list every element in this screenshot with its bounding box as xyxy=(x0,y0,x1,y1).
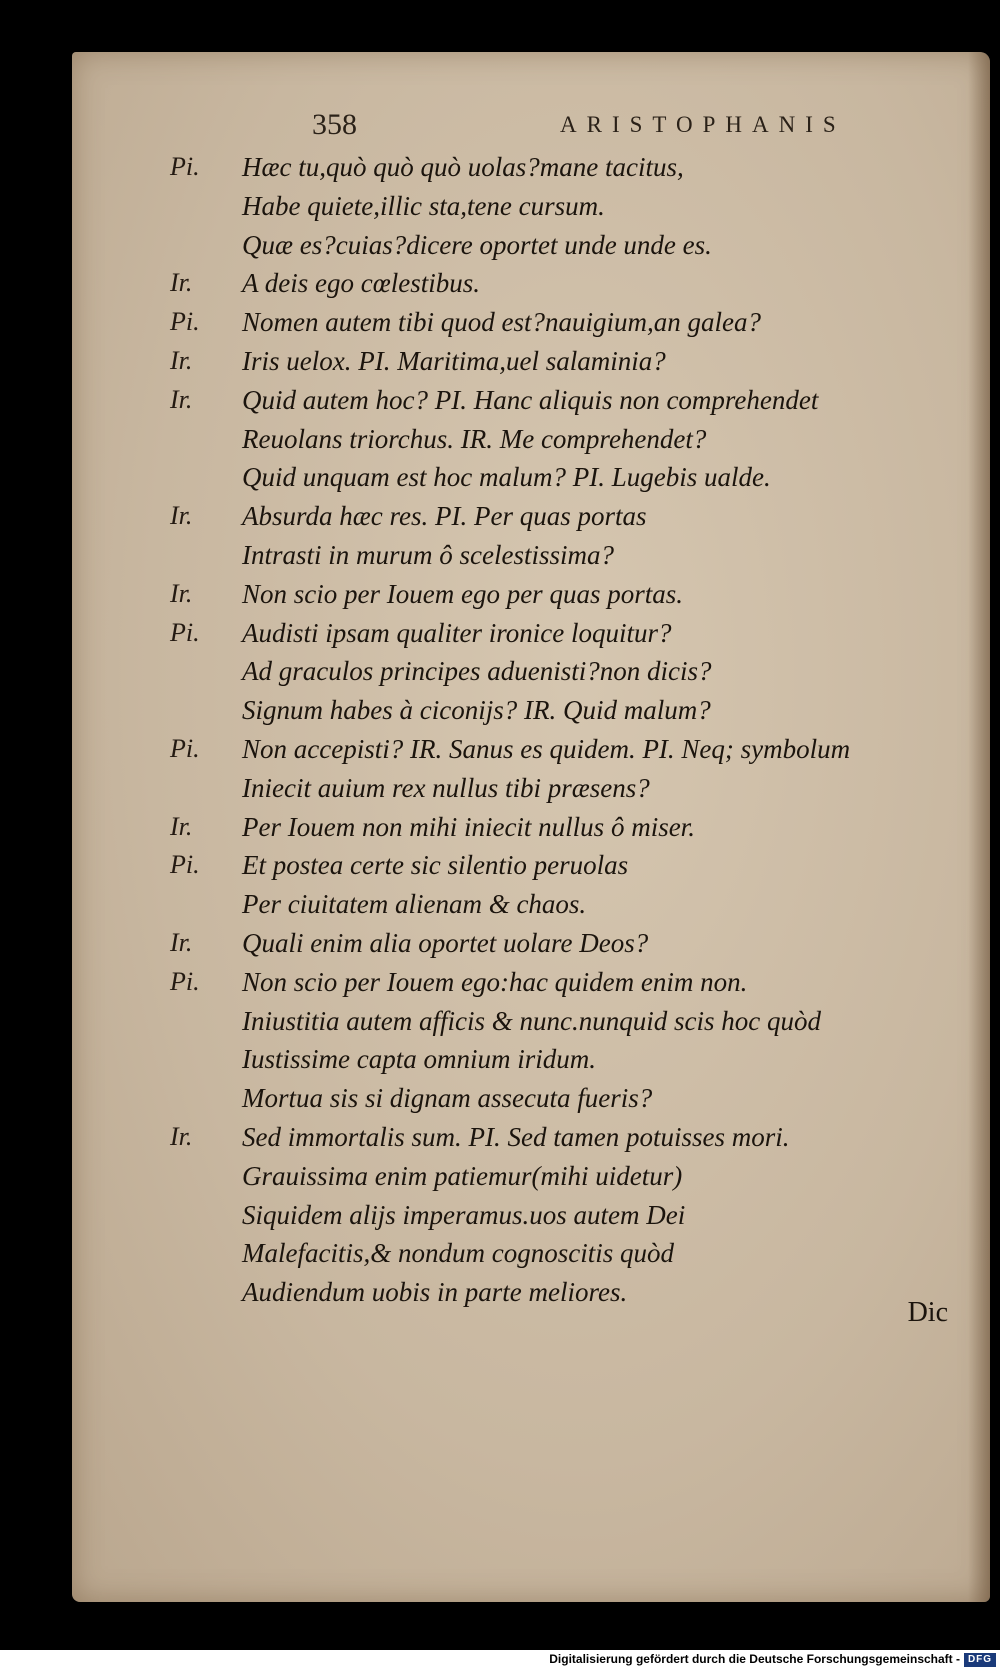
verse-line xyxy=(170,226,970,265)
verse-line xyxy=(170,342,970,381)
speaker-label: Ir. xyxy=(170,1121,193,1151)
verse-line xyxy=(170,148,970,187)
speaker-label: Pi. xyxy=(170,850,200,880)
verse-line xyxy=(170,1079,970,1118)
speaker-label: Ir. xyxy=(170,501,193,531)
verse-line xyxy=(170,1040,970,1079)
verse-text: Et postea certe sic silentio peruolas xyxy=(242,850,629,881)
verse-text: Iniustitia autem afficis & nunc.nunquid scis hoc quòd xyxy=(242,1005,821,1036)
verse-text: Mortua sis si dignam assecuta fueris? xyxy=(242,1083,653,1114)
verse-text: Malefacitis,& nondum cognoscitis quòd xyxy=(242,1238,674,1269)
catchword: Dic xyxy=(907,1297,948,1328)
verse-text: Iris uelox. PI. Maritima,uel salaminia? xyxy=(242,345,666,376)
verse-text: Reuolans triorchus. IR. Me comprehendet? xyxy=(242,423,707,454)
speaker-label: Ir. xyxy=(170,811,193,841)
text-block xyxy=(170,148,970,1312)
speaker-label: Ir. xyxy=(170,384,193,414)
verse-line xyxy=(170,1157,970,1196)
verse-line xyxy=(170,652,970,691)
footer-bar xyxy=(0,1650,1000,1671)
verse-text: Iniecit auium rex nullus tibi præsens? xyxy=(242,772,650,803)
verse-line xyxy=(170,691,970,730)
speaker-label: Pi. xyxy=(170,617,200,647)
verse-line xyxy=(170,536,970,575)
verse-text: Hæc tu,quò quò quò uolas?mane tacitus, xyxy=(242,152,684,182)
dfg-logo: DFG xyxy=(964,1653,996,1667)
verse-line xyxy=(170,575,970,614)
verse-text: Quid autem hoc? PI. Hanc aliquis non comprehendet xyxy=(242,384,819,415)
verse-text: Siquidem alijs imperamus.uos autem Dei xyxy=(242,1199,686,1230)
verse-text: Signum habes à ciconijs? IR. Quid malum? xyxy=(242,695,711,726)
page-number: 358 xyxy=(312,108,357,141)
verse-text: Audiendum uobis in parte meliores. xyxy=(242,1277,628,1308)
speaker-label: Pi. xyxy=(170,966,200,996)
verse-line xyxy=(170,1234,970,1273)
verse-line xyxy=(170,303,970,342)
verse-text: A deis ego cœlestibus. xyxy=(242,268,480,299)
verse-line xyxy=(170,963,970,1002)
verse-line xyxy=(170,924,970,963)
verse-text: Grauissima enim patiemur(mihi uidetur) xyxy=(242,1160,683,1191)
verse-line xyxy=(170,458,970,497)
verse-text: Nomen autem tibi quod est?nauigium,an galea? xyxy=(242,307,761,338)
verse-text: Iustissime capta omnium iridum. xyxy=(242,1044,596,1075)
verse-line xyxy=(170,885,970,924)
book-page xyxy=(72,52,990,1602)
speaker-label: Ir. xyxy=(170,345,193,375)
verse-line xyxy=(170,614,970,653)
speaker-label: Ir. xyxy=(170,268,193,298)
verse-line xyxy=(170,264,970,303)
verse-line xyxy=(170,1118,970,1157)
verse-line xyxy=(170,730,970,769)
verse-text: Habe quiete,illic sta,tene cursum. xyxy=(242,190,605,221)
verse-text: Non scio per Iouem ego:hac quidem enim non. xyxy=(242,966,748,997)
verse-text: Quali enim alia oportet uolare Deos? xyxy=(242,927,649,958)
verse-line xyxy=(170,769,970,808)
speaker-label: Ir. xyxy=(170,578,193,608)
verse-text: Intrasti in murum ô scelestissima? xyxy=(242,539,615,570)
speaker-label: Pi. xyxy=(170,733,200,763)
verse-text: Quid unquam est hoc malum? PI. Lugebis ualde. xyxy=(242,462,771,493)
speaker-label: Ir. xyxy=(170,927,193,957)
verse-text: Ad graculos principes aduenisti?non dicis? xyxy=(242,656,712,687)
speaker-label: Pi. xyxy=(170,152,200,181)
verse-line xyxy=(170,381,970,420)
verse-line xyxy=(170,420,970,459)
running-title: ARISTOPHANIS xyxy=(560,112,846,137)
verse-text: Per ciuitatem alienam & chaos. xyxy=(242,889,587,920)
verse-line xyxy=(170,846,970,885)
verse-text: Audisti ipsam qualiter ironice loquitur? xyxy=(242,617,672,648)
verse-text: Per Iouem non mihi iniecit nullus ô miser. xyxy=(242,811,695,842)
verse-line xyxy=(170,808,970,847)
verse-text: Absurda hæc res. PI. Per quas portas xyxy=(242,501,647,532)
verse-line xyxy=(170,187,970,226)
verse-line xyxy=(170,1196,970,1235)
running-head xyxy=(242,108,862,148)
verse-line xyxy=(170,1273,970,1312)
page-edge-shadow xyxy=(968,52,990,1602)
verse-line xyxy=(170,1002,970,1041)
verse-text: Non accepisti? IR. Sanus es quidem. PI. Neq; symbolum xyxy=(242,733,851,764)
verse-line xyxy=(170,497,970,536)
verse-text: Non scio per Iouem ego per quas portas. xyxy=(242,578,683,609)
verse-text: Sed immortalis sum. PI. Sed tamen potuisses mori. xyxy=(242,1121,790,1152)
verse-text: Quæ es?cuias?dicere oportet unde unde es. xyxy=(242,229,712,260)
funding-notice: Digitalisierung gefördert durch die Deutsche Forschungsgemeinschaft - xyxy=(549,1652,960,1666)
speaker-label: Pi. xyxy=(170,307,200,337)
